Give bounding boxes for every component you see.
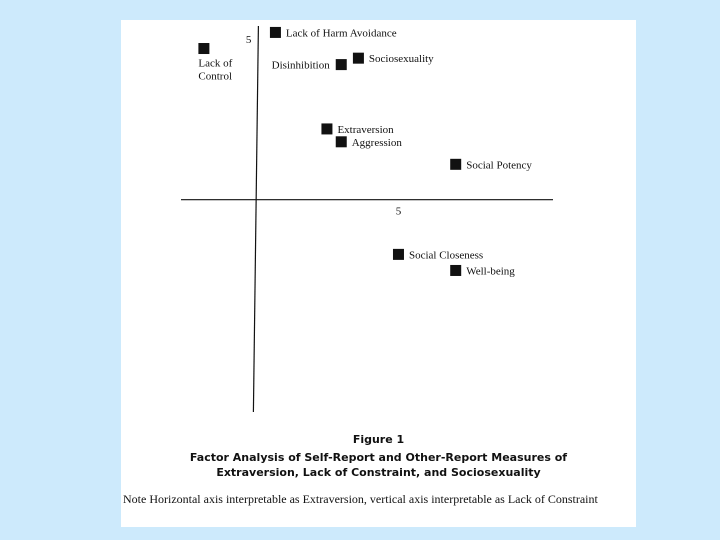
data-point (198, 43, 209, 54)
data-point (393, 249, 404, 260)
data-point (270, 27, 281, 38)
data-point (321, 123, 332, 134)
data-point-label: Disinhibition (271, 59, 330, 72)
figure-note: Note Horizontal axis interpretable as Extraversion, vertical axis interpretable as Lack of Constraint (123, 492, 598, 506)
y-tick-label: 5 (245, 33, 252, 46)
data-point-label: Social Potency (466, 159, 532, 172)
figure-label: Figure 1 (352, 433, 405, 446)
data-point-label: Sociosexuality (368, 53, 434, 66)
data-point-label: Extraversion (337, 123, 394, 136)
figure-page (121, 20, 636, 527)
data-point-label: Social Closeness (408, 249, 484, 262)
data-point (450, 159, 461, 170)
data-point (450, 265, 461, 276)
figure-caption (121, 450, 636, 480)
data-point-label: Lack of Control (198, 57, 233, 83)
caption-line-1: Factor Analysis of Self-Report and Other-Report Measures of (189, 451, 568, 464)
x-tick-label: 5 (395, 205, 402, 218)
y-axis (253, 26, 258, 412)
data-point (336, 136, 347, 147)
data-point-label: Well-being (466, 265, 515, 278)
data-point (336, 59, 347, 70)
data-point (353, 53, 364, 64)
data-point-label: Aggression (351, 136, 402, 149)
data-point-label: Lack of Harm Avoidance (285, 27, 397, 40)
caption-line-2: Extraversion, Lack of Constraint, and Sociosexuality (216, 466, 541, 479)
scatter-chart (121, 20, 636, 430)
